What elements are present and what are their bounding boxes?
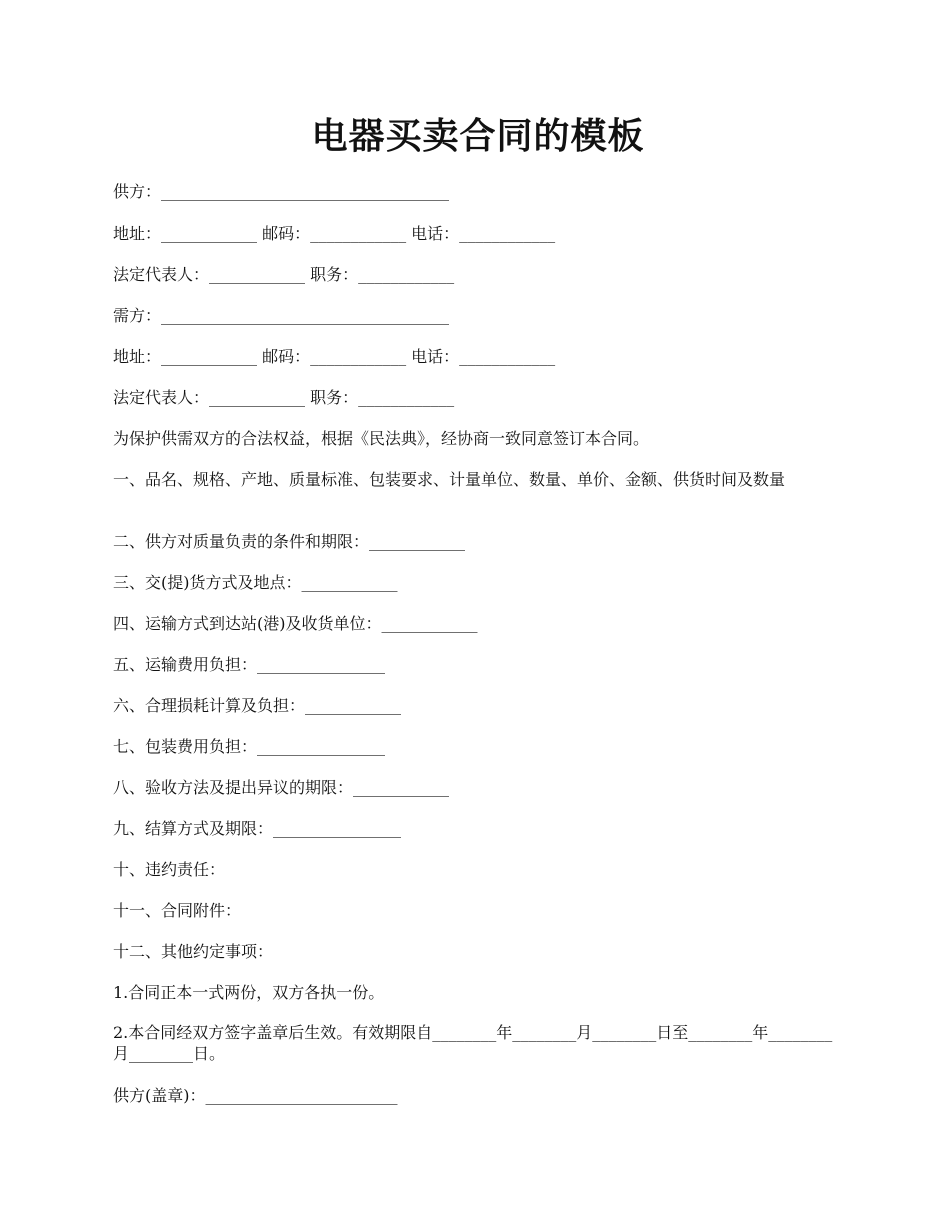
clause-9: 九、结算方式及期限：________________	[113, 819, 402, 838]
preamble-paragraph: 为保护供需双方的合法权益，根据《民法典》，经协商一致同意签订本合同。	[113, 429, 650, 448]
clause-7: 七、包装费用负担：________________	[113, 737, 386, 756]
clause-12-item-2: 2.本合同经双方签字盖章后生效。有效期限自________年________月________日至________年________月________日。	[113, 1023, 833, 1063]
buyer-representative-line: 法定代表人：____________ 职务：____________	[113, 388, 455, 407]
supplier-seal-line: 供方(盖章)：________________________	[113, 1086, 398, 1105]
supplier-line: 供方：____________________________________	[113, 182, 450, 201]
clause-2: 二、供方对质量负责的条件和期限：____________	[113, 532, 466, 551]
clause-10: 十、违约责任：	[113, 860, 226, 879]
clause-6: 六、合理损耗计算及负担：____________	[113, 696, 402, 715]
clause-12-item-1: 1.合同正本一式两份，双方各执一份。	[113, 983, 385, 1002]
clause-4: 四、运输方式到达站(港)及收货单位：____________	[113, 614, 478, 633]
buyer-line: 需方：____________________________________	[113, 306, 450, 325]
supplier-address-line: 地址：____________ 邮码：____________ 电话：____________	[113, 224, 556, 243]
clause-8: 八、验收方法及提出异议的期限：____________	[113, 778, 450, 797]
supplier-representative-line: 法定代表人：____________ 职务：____________	[113, 265, 455, 284]
clause-1: 一、品名、规格、产地、质量标准、包装要求、计量单位、数量、单价、金额、供货时间及数量	[113, 470, 786, 489]
buyer-address-line: 地址：____________ 邮码：____________ 电话：____________	[113, 347, 556, 366]
clause-11: 十一、合同附件：	[113, 901, 242, 920]
clause-5: 五、运输费用负担：________________	[113, 655, 386, 674]
clause-3: 三、交(提)货方式及地点：____________	[113, 573, 398, 592]
document-title: 电器买卖合同的模板	[311, 115, 645, 157]
clause-12: 十二、其他约定事项：	[113, 942, 274, 961]
